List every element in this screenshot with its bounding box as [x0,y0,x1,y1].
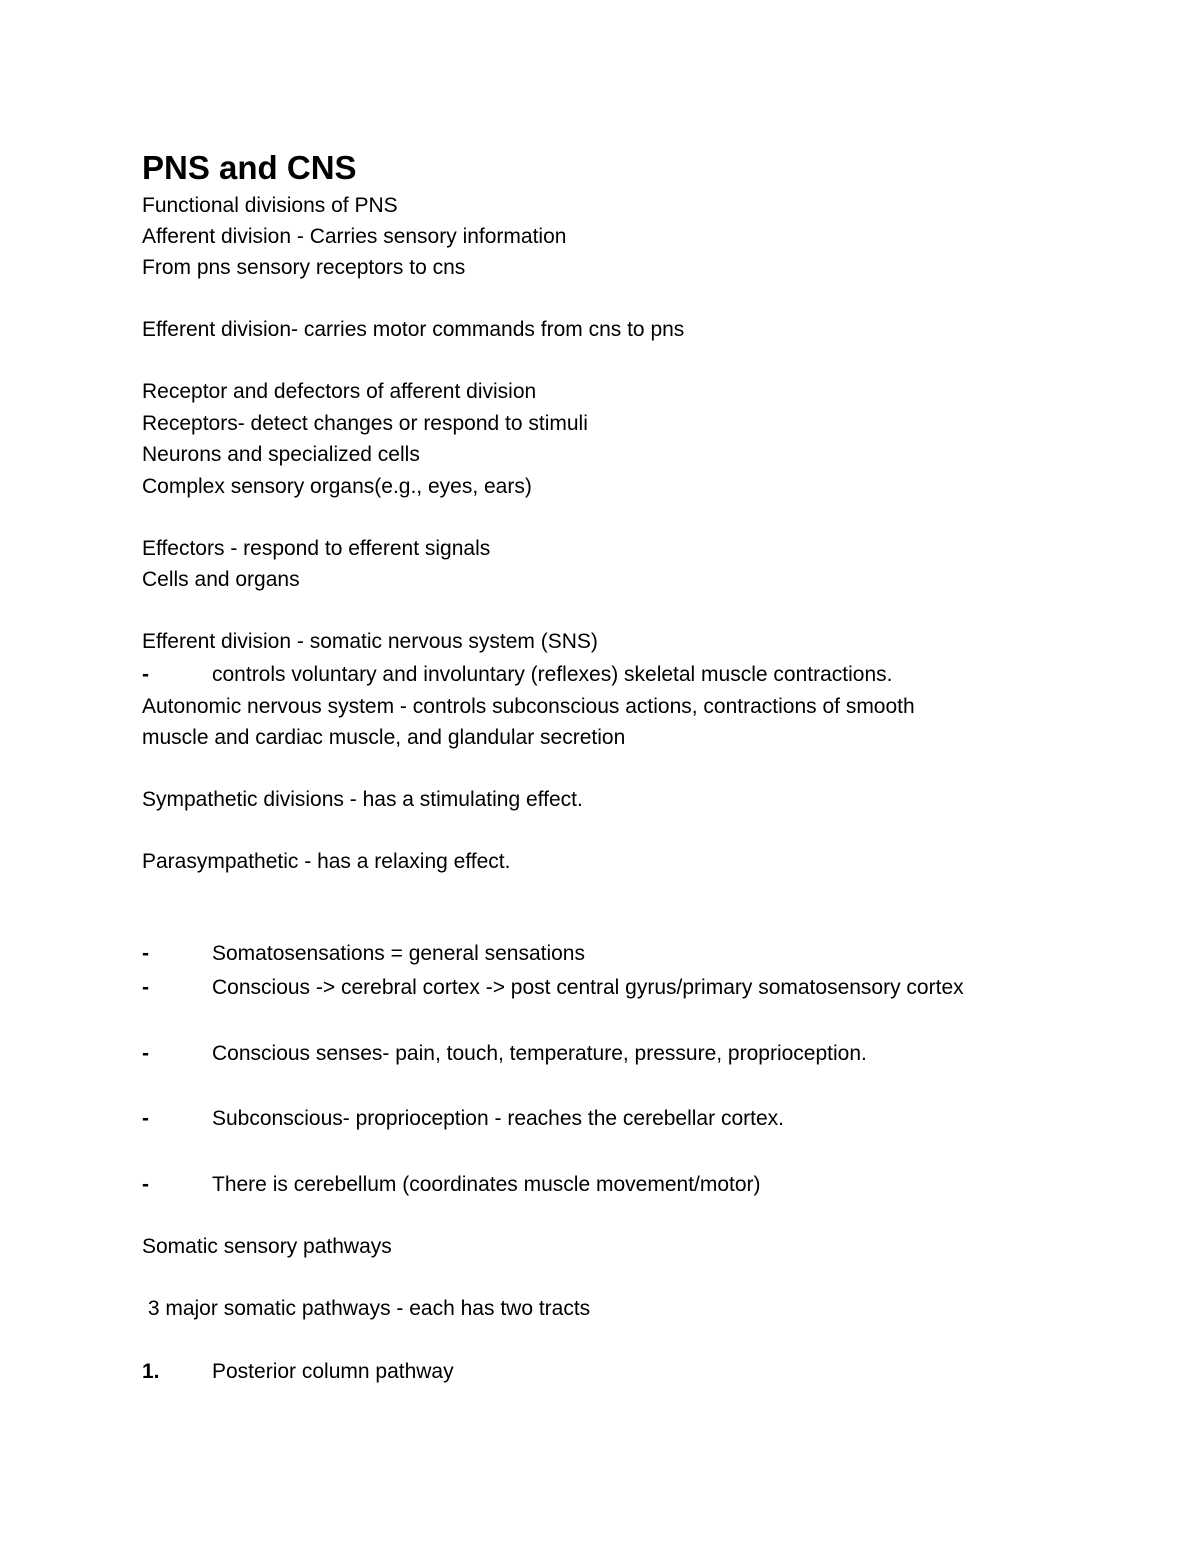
bullet-marker: - [142,1173,149,1196]
text-line: Receptors- detect changes or respond to stimuli [142,412,588,435]
bullet-text: There is cerebellum (coordinates muscle movement/motor) [212,1173,761,1196]
text-line: Complex sensory organs(e.g., eyes, ears) [142,475,532,498]
text-line: Effectors - respond to efferent signals [142,537,491,560]
bullet-marker: - [142,1042,149,1065]
text-line: Afferent division - Carries sensory information [142,225,567,248]
text-line: From pns sensory receptors to cns [142,256,466,279]
text-line: Efferent division - somatic nervous system (SNS) [142,630,598,653]
bullet-marker: - [142,976,149,999]
numbered-marker: 1. [142,1360,160,1383]
text-line: Functional divisions of PNS [142,194,398,217]
bullet-text: controls voluntary and involuntary (reflexes) skeletal muscle contractions. [212,663,893,686]
bullet-text: Somatosensations = general sensations [212,942,585,965]
text-line: Parasympathetic - has a relaxing effect. [142,850,511,873]
bullet-text: Conscious -> cerebral cortex -> post central gyrus/primary somatosensory cortex [212,976,964,999]
bullet-marker: - [142,663,149,686]
text-line: Cells and organs [142,568,300,591]
text-line: Efferent division- carries motor commands from cns to pns [142,318,685,341]
text-line: 3 major somatic pathways - each has two tracts [142,1297,591,1320]
text-line: Neurons and specialized cells [142,443,420,466]
bullet-marker: - [142,1107,149,1130]
bullet-marker: - [142,942,149,965]
bullet-text: Conscious senses- pain, touch, temperature, pressure, proprioception. [212,1042,867,1065]
text-line: Sympathetic divisions - has a stimulating effect. [142,788,583,811]
numbered-text: Posterior column pathway [212,1360,454,1383]
text-line: Autonomic nervous system - controls subconscious actions, contractions of smooth [142,695,915,718]
text-line: muscle and cardiac muscle, and glandular secretion [142,726,626,749]
text-line: Somatic sensory pathways [142,1235,392,1258]
page-title: PNS and CNS [142,149,357,186]
text-line: Receptor and defectors of afferent division [142,380,537,403]
bullet-text: Subconscious- proprioception - reaches the cerebellar cortex. [212,1107,784,1130]
